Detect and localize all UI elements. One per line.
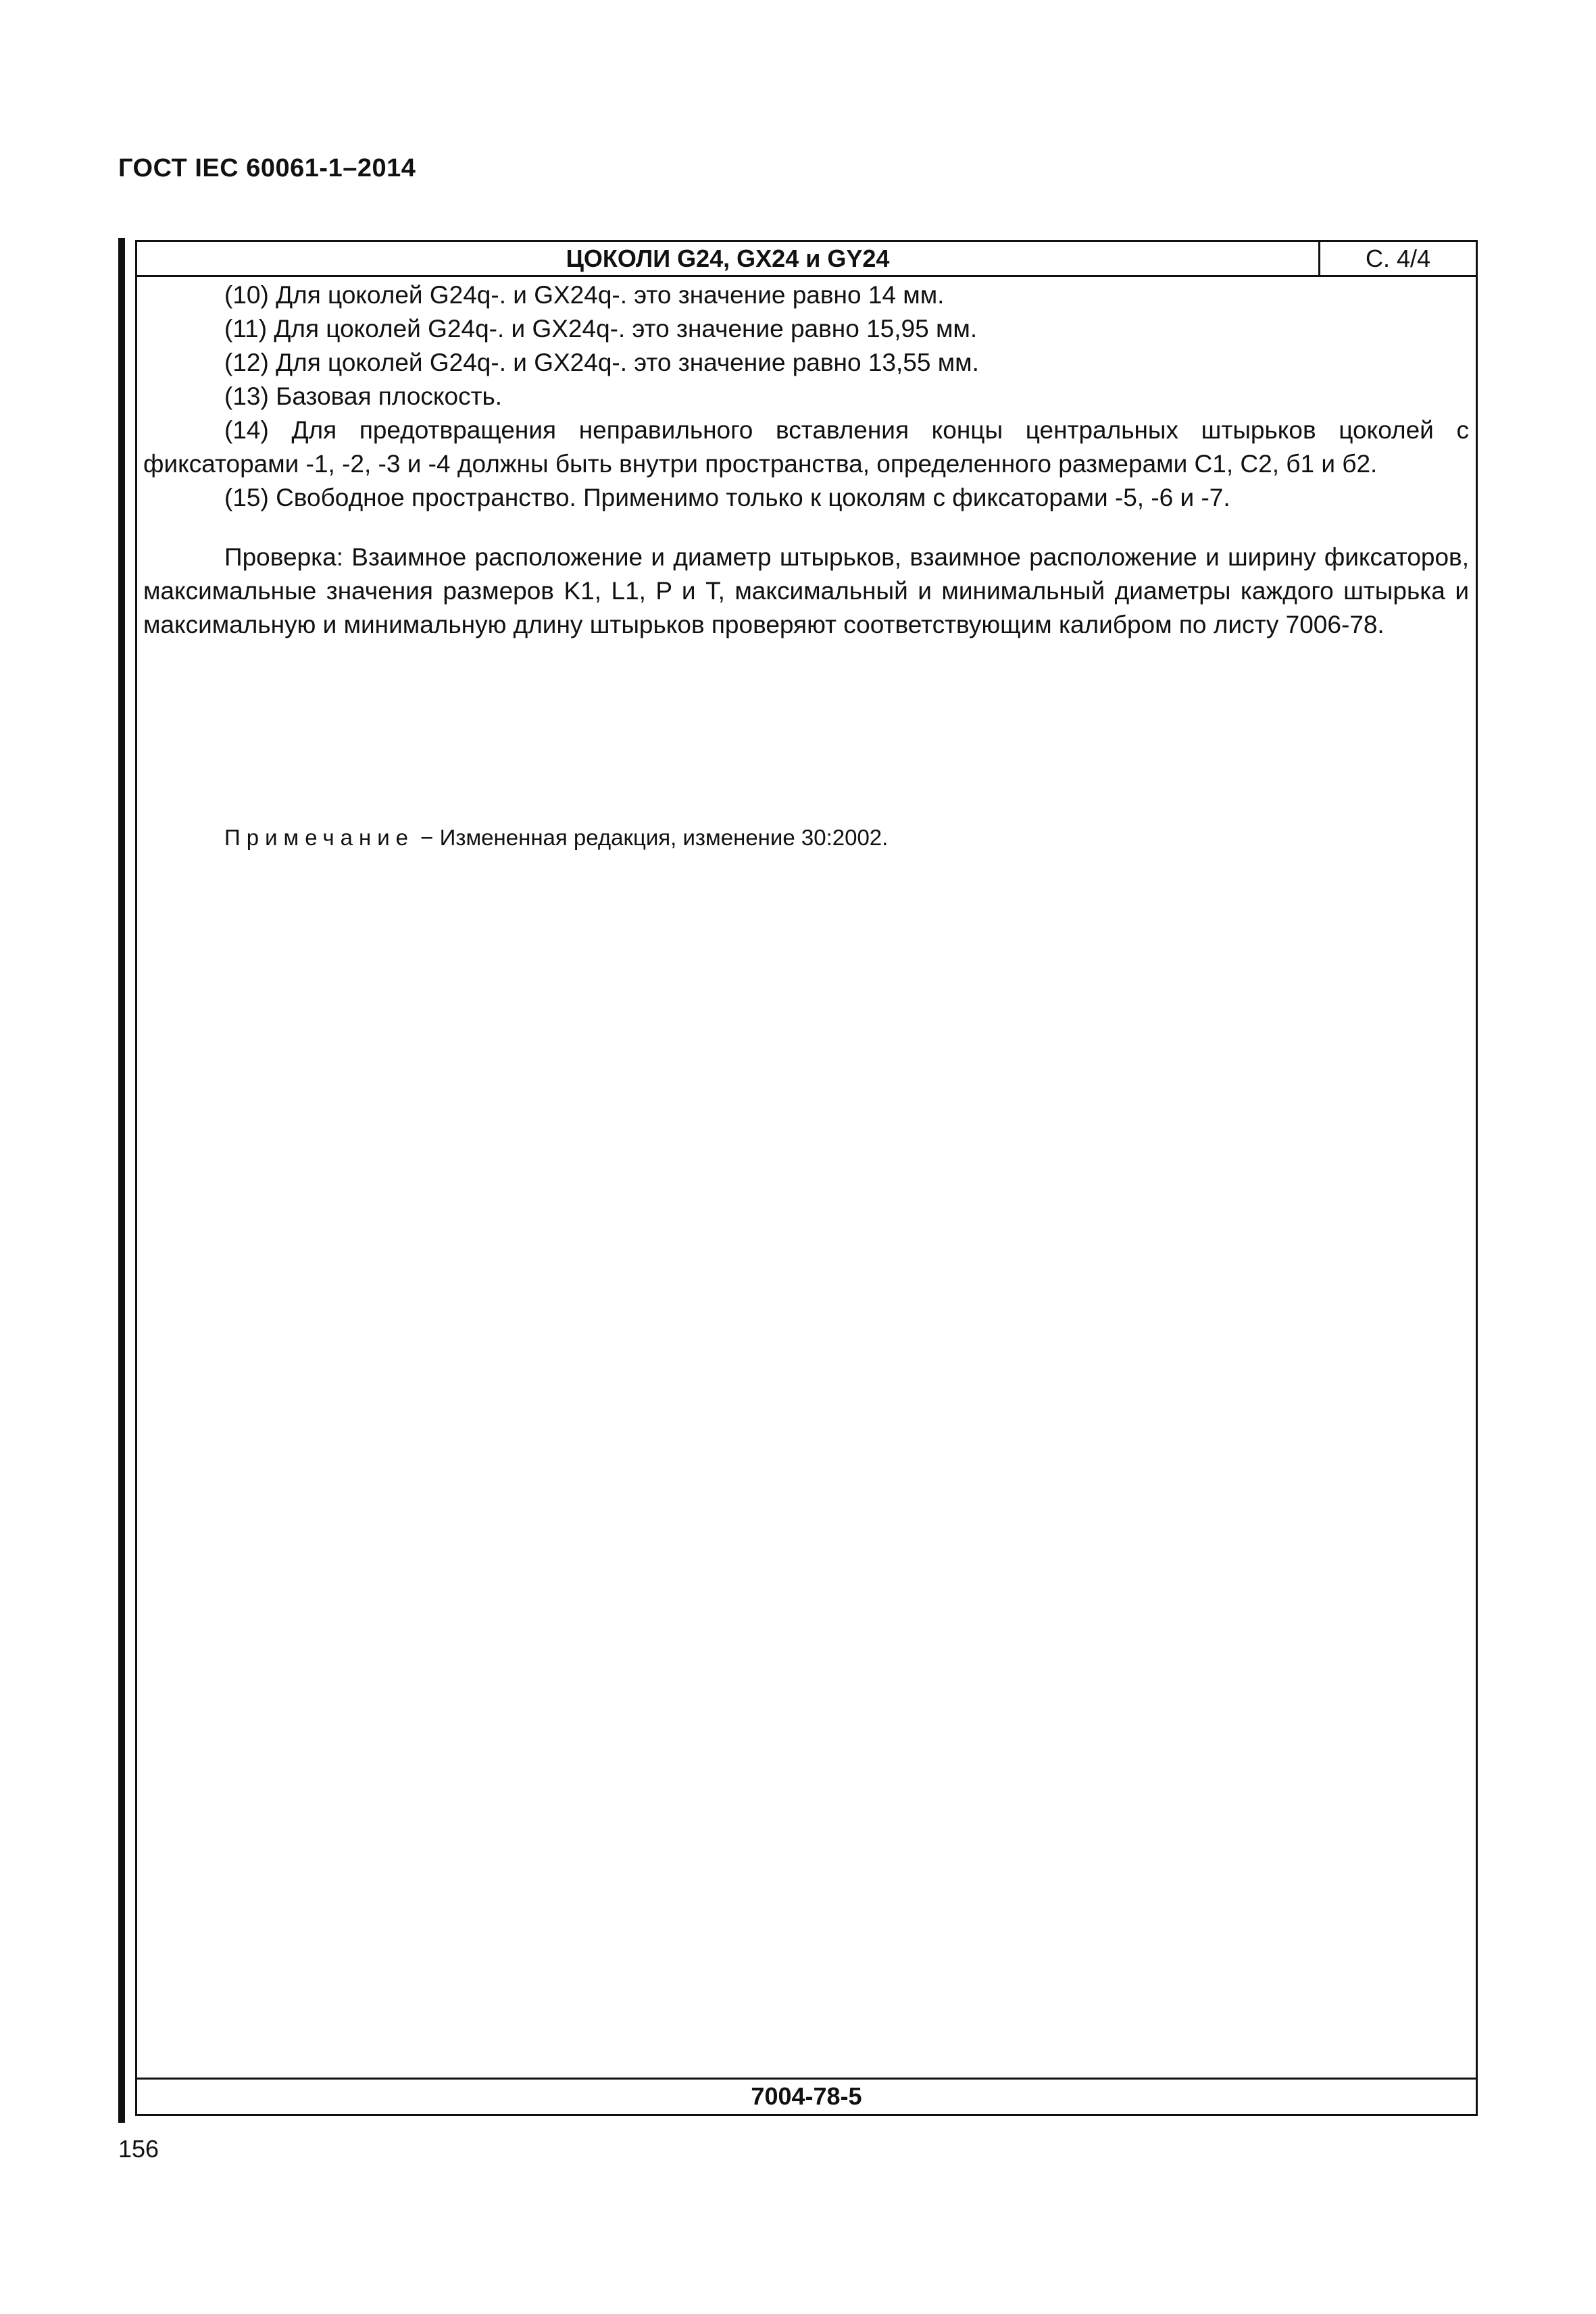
- document-header: ГОСТ IEC 60061-1–2014: [118, 154, 416, 182]
- sheet-page-indicator: С. 4/4: [1365, 245, 1431, 272]
- sheet-number: 7004-78-5: [137, 2078, 1476, 2114]
- note-item: (14) Для предотвращения неправильного вставления концы центральных штырьков цоколей с фиксаторами -1, -2, -3 и -4 должны быть внутри пространства, определенного размерами С1, С2, б1 и б2.: [143, 416, 1469, 478]
- page-number: 156: [118, 2135, 159, 2163]
- note-item: (12) Для цоколей G24q-. и GX24q-. это значение равно 13,55 мм.: [224, 349, 979, 376]
- note-item: (13) Базовая плоскость.: [224, 382, 503, 410]
- standard-sheet: [135, 240, 1478, 2116]
- remark: [224, 823, 888, 853]
- check-paragraph: Проверка: Взаимное расположение и диаметр штырьков, взаимное расположение и ширину фиксаторов, максимальные значения размеров K1, L1, P и T, максимальный и минимальный диаметры каждого штырька и максимальную и минимальную длину штырьков проверяют соответствующим калибром по листу 7006-78.: [143, 543, 1469, 638]
- note-item: (10) Для цоколей G24q-. и GX24q-. это значение равно 14 мм.: [224, 281, 945, 309]
- remark-text: − Измененная редакция, изменение 30:2002.: [414, 825, 889, 850]
- sheet-body: [143, 278, 1469, 642]
- note-item: (15) Свободное пространство. Применимо только к цоколям с фиксаторами -5, -6 и -7.: [224, 484, 1230, 511]
- sheet-title-row: [137, 242, 1476, 277]
- revision-bar: [118, 238, 125, 2123]
- sheet-title: ЦОКОЛИ G24, GX24 и GY24: [137, 242, 1320, 275]
- note-item: (11) Для цоколей G24q-. и GX24q-. это значение равно 15,95 мм.: [224, 315, 978, 343]
- remark-label: Примечание: [224, 825, 415, 850]
